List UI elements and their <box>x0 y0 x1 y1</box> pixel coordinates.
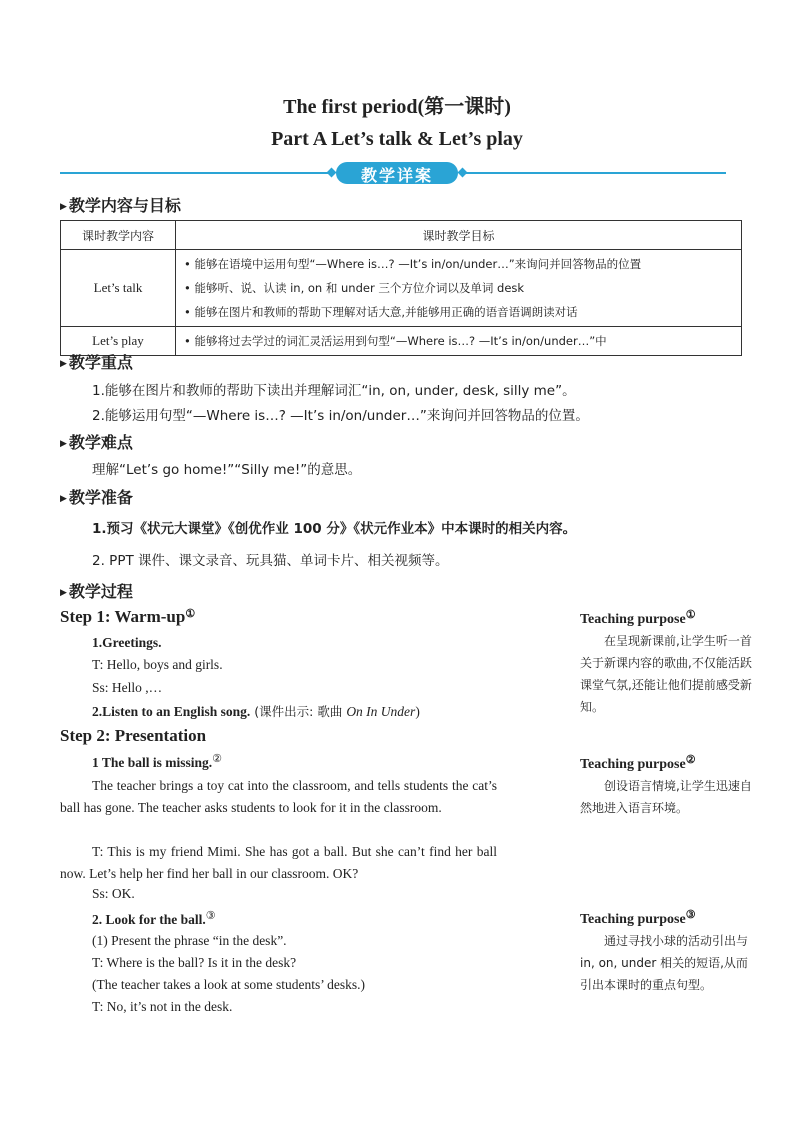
section-heading-content-goals: ▶ 教学内容与目标 <box>60 196 181 215</box>
banner-rule-right <box>466 172 726 174</box>
look-ball-line: (1) Present the phrase “in the desk”. <box>92 933 287 948</box>
page-subtitle: Part A Let’s talk & Let’s play <box>271 128 523 150</box>
teaching-purpose-title: Teaching purpose② <box>580 754 696 772</box>
ball-missing-title: 1 The ball is missing.② <box>92 753 223 770</box>
triangle-icon: ▶ <box>60 494 67 504</box>
triangle-icon: ▶ <box>60 588 67 598</box>
look-ball-title: 2. Look for the ball.③ <box>92 910 216 927</box>
teaching-purpose-text: 在呈现新课前,让学生听一首关于新课内容的歌曲,不仅能活跃课堂气氛,还能让他们提前感受新知。 <box>580 634 752 714</box>
key-point-1: 1.能够在图片和教师的帮助下读出并理解词汇“in, on, under, desk, silly me”。 <box>92 383 576 399</box>
greetings-students: Ss: Hello ,… <box>92 680 163 695</box>
step-2-title: Step 2: Presentation <box>60 726 207 745</box>
teaching-purpose-text: 通过寻找小球的活动引出与 in, on, under 相关的短语,从而引出本课时的重点句型。 <box>580 934 749 992</box>
section-heading-difficulties: ▶ 教学难点 <box>60 433 133 452</box>
difficulty-text: 理解“Let’s go home!”“Silly me!”的意思。 <box>92 462 362 478</box>
goal-item: • 能够在图片和教师的帮助下理解对话大意,并能够用正确的语音语调朗读对话 <box>184 305 578 319</box>
table-cell-label: Let’s play <box>61 327 176 356</box>
listen-song: 2.Listen to an English song. (课件出示: 歌曲 On In Under) <box>92 704 420 719</box>
look-ball-line: T: No, it’s not in the desk. <box>92 999 233 1014</box>
table-row <box>61 327 742 356</box>
banner-rule-left <box>60 172 328 174</box>
teaching-purpose-title: Teaching purpose③ <box>580 909 696 927</box>
banner-label: 教学详案 <box>360 166 433 185</box>
goals-table <box>60 220 742 356</box>
look-ball-line: (The teacher takes a look at some students’ desks.) <box>92 977 366 992</box>
step-1-title: Step 1: Warm-up① <box>60 607 196 626</box>
section-heading-preparation: ▶ 教学准备 <box>60 488 133 507</box>
goal-item: • 能够将过去学过的词汇灵活运用到句型“—Where is…? —It’s in/on/under…”中 <box>184 334 607 348</box>
preparation-item-2: 2. PPT 课件、课文录音、玩具猫、单词卡片、相关视频等。 <box>92 553 449 569</box>
key-point-2: 2.能够运用句型“—Where is…? —It’s in/on/under…”来询问并回答物品的位置。 <box>92 408 589 424</box>
section-heading-key-points: ▶ 教学重点 <box>60 353 133 372</box>
ball-dialogue-students: Ss: OK. <box>92 886 135 901</box>
table-header: 课时教学目标 <box>176 221 742 250</box>
triangle-icon: ▶ <box>60 202 67 212</box>
teaching-purpose-title: Teaching purpose① <box>580 609 696 627</box>
triangle-icon: ▶ <box>60 359 67 369</box>
table-cell-label: Let’s talk <box>61 250 176 327</box>
table-header: 课时教学内容 <box>61 221 176 250</box>
goal-item: • 能够听、说、认读 in, on 和 under 三个方位介词以及单词 desk <box>184 281 525 295</box>
greetings-title: 1.Greetings. <box>92 635 162 650</box>
teaching-purpose-text: 创设语言情境,让学生迅速自然地进入语言环境。 <box>580 779 752 815</box>
section-heading-process: ▶ 教学过程 <box>60 582 133 601</box>
ball-dialogue-teacher: T: This is my friend Mimi. She has got a ball. But she can’t find her ball now. Let’s help her find her ball in our classroom. OK? <box>60 844 497 881</box>
triangle-icon: ▶ <box>60 439 67 449</box>
table-row <box>61 250 742 327</box>
ball-missing-para: The teacher brings a toy cat into the classroom, and tells students the cat’s ball has gone. The teacher asks students to look for it in the classroom. <box>60 778 497 815</box>
look-ball-line: T: Where is the ball? Is it in the desk? <box>92 955 297 970</box>
section-banner <box>328 162 466 184</box>
preparation-item-1: 1.预习《状元大课堂》《创优作业 100 分》《状元作业本》中本课时的相关内容。 <box>92 521 577 537</box>
page-title: The first period(第一课时) <box>283 96 511 118</box>
goal-item: • 能够在语境中运用句型“—Where is…? —It’s in/on/under…”来询问并回答物品的位置 <box>184 257 642 271</box>
greetings-teacher: T: Hello, boys and girls. <box>92 657 223 672</box>
